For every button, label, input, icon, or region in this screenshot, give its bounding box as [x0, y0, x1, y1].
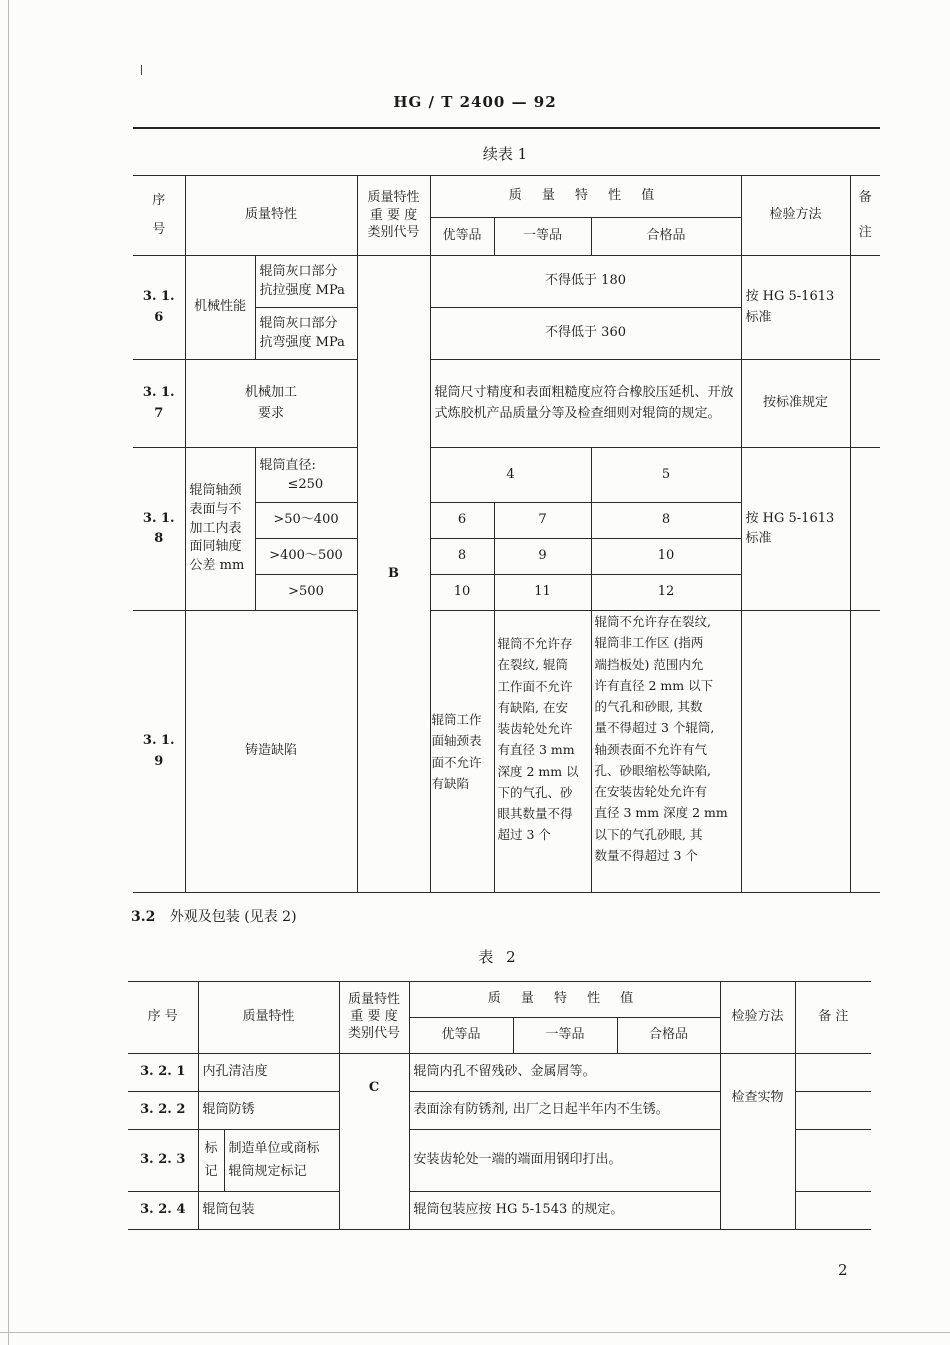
t2-code-line-1: 质量特性 [348, 992, 401, 1008]
col-head-seq-top: 序 [152, 193, 166, 209]
value-range-2-excellent: 6 [430, 503, 494, 539]
code-line-3: 类别代号 [367, 225, 420, 241]
diameter-label: 辊筒直径: [259, 457, 316, 473]
tensile-line-1: 辊筒灰口部分 [259, 263, 338, 279]
method-3-1-6-line-2: 标准 [745, 309, 772, 325]
seq-3-2-1: 3. 2. 1 [128, 1054, 198, 1092]
bending-line-2: 抗弯强度 MPa [259, 334, 345, 350]
value-range-3-qualified: 10 [591, 539, 741, 575]
value-bore-cleanliness: 辊筒内孔不留残砂、金属屑等。 [409, 1054, 720, 1092]
value-range-2-first: 7 [494, 503, 591, 539]
value-range-2-qualified: 8 [591, 503, 741, 539]
value-casting-first [494, 611, 591, 893]
scan-edge-line [8, 0, 9, 1345]
t2-grade-first: 一等品 [513, 1018, 617, 1054]
range-1: ≤250 [287, 477, 324, 492]
t2-grade-qualified: 合格品 [617, 1018, 720, 1054]
t2-remark-1 [795, 1054, 871, 1092]
coaxiality-line-2: 表面与不 [189, 501, 242, 517]
method-3-1-6-line-1: 按 HG 5-1613 [745, 289, 835, 305]
casting-qualified-line: 轴颈表面不允许有气 [594, 741, 708, 757]
casting-excellent-line: 辊筒工作 [431, 712, 482, 727]
feature-machining [185, 360, 357, 448]
value-tensile: 不得低于 180 [430, 256, 741, 308]
casting-first-line: 有直径 3 mm [497, 742, 575, 758]
t2-col-head-seq: 序 号 [128, 982, 198, 1054]
value-range-4-first: 11 [494, 575, 591, 611]
casting-first-line: 装齿轮处允许 [497, 721, 573, 736]
casting-qualified-line: 孔、砂眼缩松等缺陷, [594, 762, 711, 778]
t2-col-head-values: 质 量 特 性 值 [409, 982, 720, 1018]
t2-remark-3 [795, 1130, 871, 1192]
remark-3-1-9 [850, 611, 880, 893]
feature-mechanical: 机械性能 [185, 256, 255, 360]
diameter-range-1 [255, 448, 357, 503]
casting-qualified-line: 在安装齿轮处允许有 [594, 784, 708, 799]
scan-speck [141, 65, 142, 75]
col-head-values: 质 量 特 性 值 [430, 176, 741, 218]
casting-excellent-line: 有缺陷 [431, 775, 470, 791]
casting-qualified-line: 辊筒不允许存在裂纹, [594, 614, 711, 629]
range-3: >400～500 [255, 539, 357, 575]
casting-first-line: 工作面不允许 [497, 678, 573, 694]
value-range-1-qualified: 5 [591, 448, 741, 503]
feature-packaging: 辊筒包装 [198, 1192, 339, 1230]
casting-qualified-line: 辊筒非工作区 (指两 [594, 635, 704, 651]
casting-qualified-line: 量不得超过 3 个辊筒, [594, 720, 715, 736]
remark-3-1-6 [850, 256, 880, 360]
casting-excellent-line: 面轴颈表 [431, 733, 482, 749]
coaxiality-line-5: 公差 mm [189, 558, 245, 574]
bending-line-1: 辊筒灰口部分 [259, 315, 338, 331]
t2-remark-4 [795, 1192, 871, 1230]
feature-marking [198, 1130, 224, 1192]
code-line-1: 质量特性 [367, 190, 420, 206]
method-3-1-8 [741, 448, 850, 611]
remark-3-1-8 [850, 448, 880, 611]
t2-col-head-remark: 备 注 [795, 982, 871, 1054]
grade-first: 一等品 [494, 218, 591, 256]
t2-col-head-method: 检验方法 [720, 982, 795, 1054]
t2-grade-excellent: 优等品 [409, 1018, 513, 1054]
page-number: 2 [838, 1261, 848, 1279]
casting-qualified-line: 许有直径 2 mm 以下 [594, 677, 714, 693]
marking-detail-line-1: 制造单位或商标 [228, 1141, 320, 1157]
casting-qualified-line: 端挡板处) 范围内允 [594, 656, 704, 672]
t2-col-head-feature: 质量特性 [198, 982, 339, 1054]
coaxiality-line-1: 辊筒轴颈 [189, 482, 242, 498]
machining-line-2: 要求 [258, 405, 285, 421]
method-3-1-8-line-2: 标准 [745, 531, 772, 546]
value-casting-qualified [591, 611, 741, 893]
table1-caption: 续表 1 [482, 145, 528, 163]
casting-qualified-line: 直径 3 mm 深度 2 mm [594, 805, 728, 821]
casting-first-line: 辊筒不允许存 [497, 636, 573, 651]
casting-first-line: 在裂纹, 辊筒 [497, 657, 568, 673]
value-marking: 安装齿轮处一端的端面用钢印打出。 [409, 1130, 720, 1192]
feature-coaxiality [185, 448, 255, 611]
feature-bore-cleanliness: 内孔清洁度 [198, 1054, 339, 1092]
col-head-seq [133, 176, 185, 256]
scan-bottom-line [0, 1332, 950, 1333]
class-code-b: B [357, 256, 430, 893]
marking-top: 标 [204, 1141, 218, 1157]
col-head-feature: 质量特性 [185, 176, 357, 256]
coaxiality-line-3: 加工内表 [189, 520, 242, 536]
t2-method: 检查实物 [720, 1054, 795, 1230]
quality-table-2 [128, 981, 871, 1230]
range-4: >500 [255, 575, 357, 611]
casting-qualified-line: 数量不得超过 3 个 [594, 847, 698, 863]
section-heading [131, 906, 297, 926]
casting-qualified-line: 以下的气孔砂眼, 其 [594, 826, 703, 842]
value-casting-excellent [430, 611, 494, 893]
grade-excellent: 优等品 [430, 218, 494, 256]
value-range-3-first: 9 [494, 539, 591, 575]
header-rule [133, 127, 880, 129]
casting-excellent-line: 面不允许 [431, 754, 482, 770]
t2-remark-2 [795, 1092, 871, 1130]
grade-qualified: 合格品 [591, 218, 741, 256]
value-range-4-excellent: 10 [430, 575, 494, 611]
value-range-3-excellent: 8 [430, 539, 494, 575]
seq-3-1-9: 3. 1. 9 [133, 611, 185, 893]
value-rust-prevention: 表面涂有防锈剂, 出厂之日起半年内不生锈。 [409, 1092, 720, 1130]
marking-detail-line-2: 辊筒规定标记 [228, 1163, 307, 1179]
machining-line-1: 机械加工 [245, 385, 298, 401]
col-head-seq-bottom: 号 [152, 221, 166, 237]
seq-3-1-7: 3. 1. 7 [133, 360, 185, 448]
feature-tensile [255, 256, 357, 308]
feature-casting-defects: 铸造缺陷 [185, 611, 357, 893]
standard-number: HG / T 2400 — 92 [393, 93, 557, 111]
coaxiality-line-4: 面同轴度 [189, 539, 242, 555]
code-line-2: 重 要 度 [369, 207, 418, 223]
seq-3-1-8: 3. 1. 8 [133, 448, 185, 611]
method-3-1-8-line-1: 按 HG 5-1613 [745, 510, 835, 526]
value-bending: 不得低于 360 [430, 308, 741, 360]
section-title: 外观及包装 (见表 2) [169, 909, 297, 925]
tensile-line-2: 抗拉强度 MPa [259, 282, 345, 298]
casting-first-line: 眼其数量不得 [497, 806, 573, 821]
casting-first-line: 有缺陷, 在安 [497, 699, 568, 715]
value-range-4-qualified: 12 [591, 575, 741, 611]
method-3-1-7: 按标准规定 [741, 360, 850, 448]
feature-rust-prevention: 辊筒防锈 [198, 1092, 339, 1130]
t2-code-line-2: 重 要 度 [350, 1009, 398, 1025]
col-head-remark-top: 备 [858, 190, 872, 206]
col-head-class-code [357, 176, 430, 256]
feature-marking-detail [224, 1130, 339, 1192]
method-3-1-6 [741, 256, 850, 360]
seq-3-2-2: 3. 2. 2 [128, 1092, 198, 1130]
seq-3-1-6: 3. 1. 6 [133, 256, 185, 360]
value-packaging: 辊筒包装应按 HG 5-1543 的规定。 [409, 1192, 720, 1230]
col-head-method: 检验方法 [741, 176, 850, 256]
casting-first-line: 超过 3 个 [497, 827, 551, 843]
casting-first-line: 深度 2 mm 以 [497, 763, 579, 779]
marking-bottom: 记 [204, 1163, 218, 1179]
value-range-1-excellent-first: 4 [430, 448, 591, 503]
casting-qualified-line: 的气孔和砂眼, 其数 [594, 699, 703, 714]
col-head-remark [850, 176, 880, 256]
class-code-c: C [339, 1054, 409, 1230]
feature-bending [255, 308, 357, 360]
value-machining: 辊筒尺寸精度和表面粗糙度应符合橡胶压延机、开放式炼胶机产品质量分等及检查细则对辊筒的规定。 [430, 360, 741, 448]
t2-code-line-3: 类别代号 [348, 1025, 401, 1041]
range-2: >50～400 [255, 503, 357, 539]
seq-3-2-3: 3. 2. 3 [128, 1130, 198, 1192]
col-head-remark-bottom: 注 [858, 224, 872, 240]
table2-caption: 表 2 [478, 948, 520, 966]
method-3-1-9 [741, 611, 850, 893]
seq-3-2-4: 3. 2. 4 [128, 1192, 198, 1230]
remark-3-1-7 [850, 360, 880, 448]
section-number: 3.2 [131, 909, 156, 925]
casting-first-line: 下的气孔、砂 [497, 784, 573, 800]
t2-col-head-class-code [339, 982, 409, 1054]
quality-table-1 [133, 175, 880, 893]
